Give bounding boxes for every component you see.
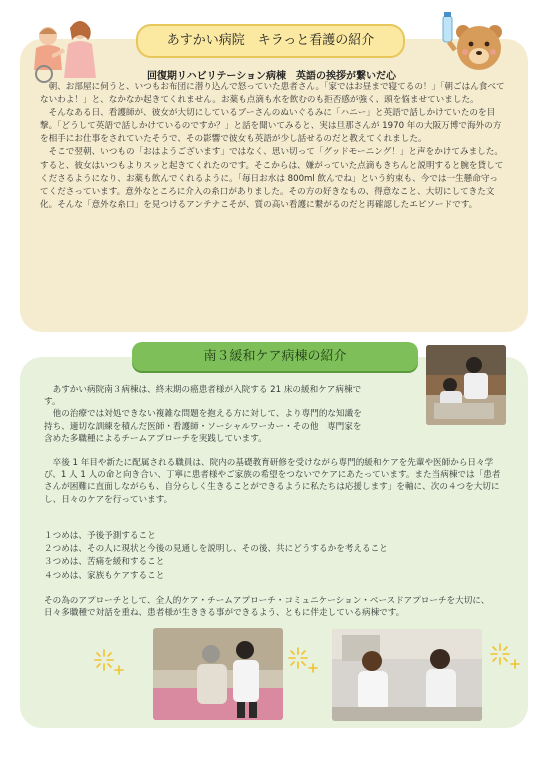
section2-closing [44,595,506,620]
ward-staff-photo [426,345,506,425]
sparkle-icon [488,642,522,672]
section2-intro-paragraph: あすかい病院南３病棟は、終末期の癌患者様が入院する 21 床の緩和ケア病棟です。 [44,385,362,408]
section2-title: 南３緩和ケア病棟の紹介 [132,342,418,371]
section2-closing-text: その為のアプローチとして、全人的ケア・チームアプローチ・コミュニケーション・ベースドアプローチを大切に、日々多職種で対話を重ね、患者様が生ききる事ができるよう、ともに伴走している病棟です。 [44,596,490,619]
section2-paragraph [44,457,506,506]
list-item: ４つめは、家族もケアすること [44,570,165,581]
section1-paragraph: 朝、お部屋に伺うと、いつもお布団に潜り込んで怒っていた患者さん。「家ではお昼まで寝てるの！」「朝ごはん食べてないわよ！」と、なかなか起きてくれません。お薬も点滴も水を飲むのも拒否感が強く、頭を悩ませていました。 [40,82,505,106]
section1-paragraph: そこで翌朝、いつもの「おはようございます」ではなく、思い切って「グッドモーニング！」と声をかけてみました。 すると、彼女はいつもよりスッと起きてくれたのです。そこからは、嫌がっていた点滴もきちんと説明すると腕を貸してくださるようになり、お薬も飲んでくれるように。「毎日お水は 800ml 飲んでね」という約束も、今では一生懸命守ってくださっています。意外なところに介入の糸口がありました。その方の好きなもの、得意なこと、大切にしてきた文化。そんな「意外な糸口」を見つけるアンテナこそが、質の高い看護に繋がるのだと再確認したエピソードです。 [40,147,504,210]
nurses-at-station-photo [332,629,482,721]
nurse-with-patient-photo [153,628,283,720]
section2-intro [44,384,370,445]
section2-paragraph-text: 卒後 1 年目や新たに配属される職員は、院内の基礎教育研修を受けながら専門的緩和ケアを先輩や医師から日々学び、1 人 1 人の命と向き合い、丁寧に患者様やご家族の希望をつないでケアにあたっています。また当病棟では「患者さんが困難に直面しながらも、自分らしく生きることができるように私たちは応援します」を軸に、次の４つを大切にし、日々のケアを行っています。 [44,458,501,505]
section1-paragraph: そんなある日、看護師が、彼女が大切にしているブーさんのぬいぐるみに「ハニー」と英語で話しかけていたのを目撃。「どうして英語で話しかけているのですか？」と話を聞いてみると、実は旦那さんが 1970 年の大阪万博で海外の方を相手にお仕事をされていたそうで、その影響で彼女も英語が少し話せるのだと教えてくれました。 [40,108,502,145]
sparkle-icon [92,648,126,678]
section2-intro-paragraph: 他の治療では対処できない複雑な問題を抱える方に対して、より専門的な知識を持ち、適切な訓練を積んだ医師・看護師・ソーシャルワーカー・その他 専門家を含めた多職種によるチームアプローチを実践しています。 [44,409,362,444]
section1-title: あすかい病院 キラっと看護の紹介 [136,24,405,58]
sparkle-icon [286,646,320,676]
section1-body [40,81,506,212]
list-item: １つめは、予後予測すること [44,531,156,541]
list-item: ２つめは、その人に現状と今後の見通しを説明し、その後、共にどうするかを考えること [44,544,388,555]
section1-subtitle: 回復期リハビリテーション病棟 英語の挨拶が繋いだ心 [146,71,397,82]
list-item: ３つめは、苦痛を緩和すること [44,557,165,568]
section2-list [44,530,506,583]
